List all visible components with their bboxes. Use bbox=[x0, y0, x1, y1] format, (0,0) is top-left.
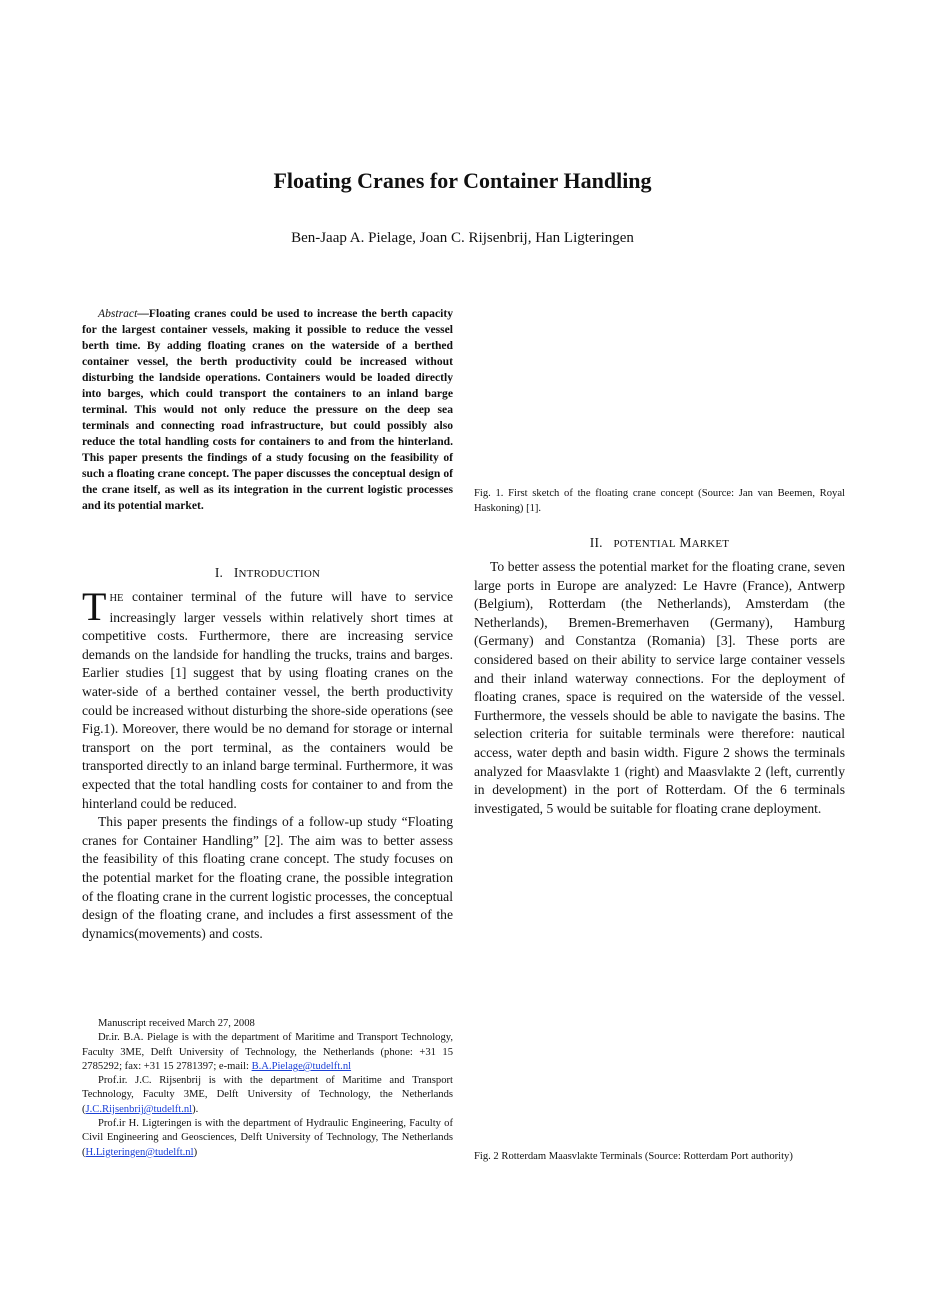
figure-2-placeholder bbox=[474, 870, 845, 1140]
figure-2-caption: Fig. 2 Rotterdam Maasvlakte Terminals (Source: Rotterdam Port authority) bbox=[474, 1151, 793, 1162]
abstract-label: Abstract bbox=[98, 307, 138, 320]
small-caps-lead: HE bbox=[109, 593, 124, 604]
email-link-ligteringen[interactable]: H.Ligteringen@tudelft.nl bbox=[85, 1146, 194, 1158]
market-body bbox=[474, 558, 845, 818]
footnote-text: Prof.ir. J.C. Rijsenbrij is with the department of Maritime and Transport Technology, Faculty 3ME, Delft University of Technology, the Netherlands ( bbox=[82, 1075, 453, 1115]
email-link-pielage[interactable]: B.A.Pielage@tudelft.nl bbox=[251, 1060, 352, 1072]
section-heading-potential-market bbox=[474, 535, 845, 551]
footnote-text: Prof.ir H. Ligteringen is with the department of Hydraulic Engineering, Faculty of Civil Engineering and Geosciences, Delft University of Technology, The Netherlands ( bbox=[82, 1118, 453, 1158]
author-list: Ben-Jaap A. Pielage, Joan C. Rijsenbrij, Han Ligteringen bbox=[291, 230, 634, 246]
email-link-rijsenbrij[interactable]: J.C.Rijsenbrij@tudelft.nl bbox=[85, 1103, 193, 1115]
figure-1-caption: Fig. 1. First sketch of the floating crane concept (Source: Jan van Beemen, Royal Haskoning) [1]. bbox=[474, 488, 845, 514]
introduction-body bbox=[82, 584, 453, 943]
heading-rest: NTRODUCTION bbox=[238, 568, 321, 580]
abstract-text: —Floating cranes could be used to increase the berth capacity for the largest container vessels, making it possible to reduce the vessel berth time. By adding floating cranes on the waterside of a berthed container vessel, the berth productivity could be increased without disturbing the landside operations. Containers would be loaded directly into barges, which could transport the containers to an inland barge terminal. This would not only reduce the pressure on the deep sea terminals and connecting road infrastructure, but could possibly also reduce the total handling costs for containers to and from the hinterland. This paper presents the findings of a study focusing on the feasibility of such a floating crane concept. The paper discusses the conceptual design of the crane itself, as well as its integration in the current logistic processes and its potential market. bbox=[82, 307, 453, 512]
footnote-ligteringen bbox=[82, 1117, 453, 1160]
heading-initial: I bbox=[233, 565, 239, 580]
footnote-text-end: ). bbox=[192, 1103, 199, 1115]
footnote-received: Manuscript received March 27, 2008 bbox=[98, 1018, 255, 1029]
footnotes bbox=[82, 1017, 453, 1160]
drop-cap: T bbox=[82, 584, 107, 629]
intro-paragraph-1 bbox=[82, 584, 453, 813]
footnote-pielage bbox=[82, 1031, 453, 1074]
section-heading-introduction bbox=[82, 565, 453, 581]
footnote-rijsenbrij bbox=[82, 1074, 453, 1117]
heading-initial: P bbox=[613, 538, 620, 550]
heading-rest: ARKET bbox=[691, 538, 730, 550]
intro-text-1: container terminal of the future will have to service increasingly larger vessels within relatively short times at competitive costs. Furthermore, there are increasing service demands on the landside for handling the trucks, trains and barges. Earlier studies [1] suggest that by using floating cranes on the water-side of a berthed container vessel, the berth productivity could be increased without disturbing the shore-side operations (see Fig.1). Moreover, there would be no demand for storage or internal transport on the port terminal, as the containers would be transported directly to an inland barge terminal. Furthermore, it was expected that the total handling costs for container to and from the hinterland could be reduced. bbox=[82, 589, 453, 811]
footnote-text-end: ) bbox=[193, 1146, 198, 1158]
section-number: I. bbox=[214, 565, 224, 580]
paper-title: Floating Cranes for Container Handling bbox=[273, 168, 652, 193]
market-paragraph-1: To better assess the potential market for the floating crane, seven large ports in Europe are analyzed: Le Havre (France), Antwerp (Belgium), Rotterdam (the Netherlands), Amsterdam (the Netherlands), Bremen-Bremerhaven (Germany), Hamburg (Germany) and Constantza (Romania) [3]. These ports are considered based on their ability to service large container vessels and their inland waterway connections. For the deployment of floating cranes, space is required on the waterside of the vessel. Furthermore, the vessels should be able to navigate the basins. The selection criteria for suitable terminals were therefore: nautical access, water depth and basin width. Figure 2 shows the terminals analyzed for Maasvlakte 1 (right) and Maasvlakte 2 (left, currently in development) in the port of Rotterdam. Of the 6 terminals investigated, 5 would be suitable for floating crane deployment. bbox=[474, 559, 845, 816]
intro-paragraph-2: This paper presents the findings of a follow-up study “Floating cranes for Container Handling” [2]. The aim was to better assess the feasibility of this floating crane concept. The study focuses on the potential market for the floating crane, the possible integration of the floating crane in the current logistic processes, the conceptual design of the floating crane, and includes a first assessment of the dynamics(movements) and costs. bbox=[82, 814, 453, 941]
heading-initial: M bbox=[679, 535, 692, 550]
heading-rest: OTENTIAL bbox=[619, 538, 676, 550]
figure-1-placeholder bbox=[474, 300, 845, 480]
abstract bbox=[82, 306, 453, 514]
footnote-text: Dr.ir. B.A. Pielage is with the department of Maritime and Transport Technology, Faculty 3ME, Delft University of Technology, the Netherlands (phone: +31 15 2785292; fax: +31 15 2781397; e-mail: bbox=[82, 1032, 453, 1072]
section-number: II. bbox=[589, 535, 603, 550]
